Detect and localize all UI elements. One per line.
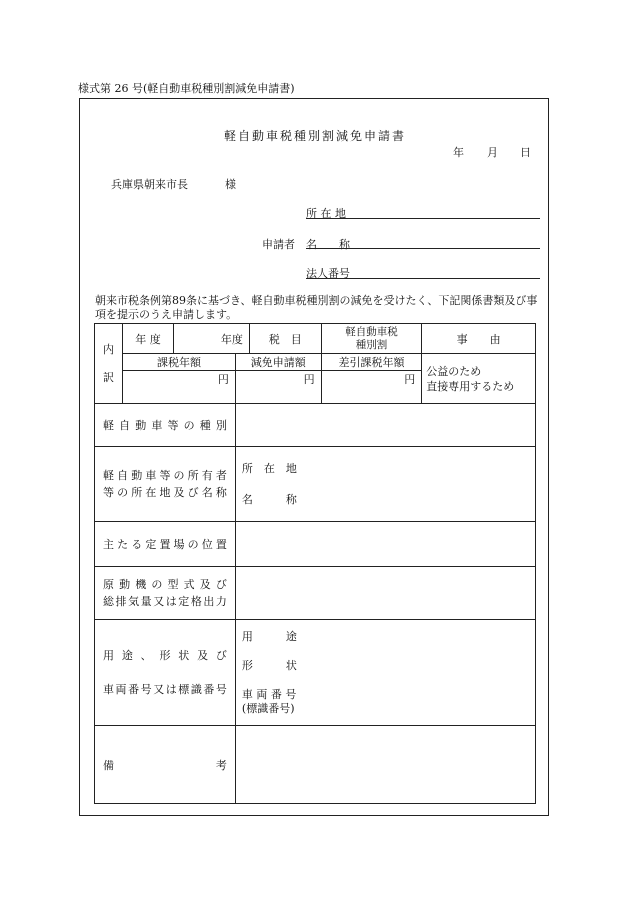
breakdown-label-bottom: 訳 <box>102 370 114 384</box>
label-char: 車 <box>145 469 157 482</box>
usage-field[interactable] <box>235 620 535 726</box>
usage-field-label: 用 途 <box>241 629 297 643</box>
applicant-name-label: 名 称 <box>306 238 350 251</box>
owner-address-label: 所 在 地 <box>241 462 297 475</box>
label-char: 等 <box>167 419 179 432</box>
label-char: 両 <box>115 683 127 696</box>
label-char: 総 <box>103 595 114 608</box>
addressee: 兵庫県朝来市長 <box>111 178 188 191</box>
label-char: 途 <box>121 649 133 662</box>
label-char: 定 <box>178 595 190 608</box>
year-suffix: 年度 <box>220 332 243 346</box>
usage-label-line2 <box>95 681 235 698</box>
label-char: 置 <box>215 538 227 551</box>
label-char: る <box>131 538 143 551</box>
label-char: 名 <box>201 486 213 499</box>
label-char: 者 <box>215 469 227 482</box>
label-char: 番 <box>128 683 140 696</box>
label-char: 格 <box>190 595 202 608</box>
label-char: 標 <box>178 683 190 696</box>
label-char: 主 <box>103 538 114 551</box>
plate-field-label: 車 両 番 号 <box>241 687 297 701</box>
vehicle-type-text <box>95 417 235 433</box>
label-char: 号 <box>140 683 152 696</box>
label-char: 在 <box>145 486 157 499</box>
intro-text: 朝来市税条例第89条に基づき、軽自動車税種別割の減免を受けたく、下記関係書類及び事項を提示のうえ申請します。 <box>95 294 538 321</box>
reduction-amount-field[interactable] <box>235 371 321 404</box>
label-char: 有 <box>201 469 213 482</box>
label-char: 形 <box>159 649 171 662</box>
fiscal-year-label: 年 度 <box>122 324 173 354</box>
label-char: 所 <box>187 469 199 482</box>
shape-field-label: 形 状 <box>241 658 297 672</box>
plate-field-sublabel: (標識番号) <box>241 701 295 715</box>
label-char: 又 <box>153 595 165 608</box>
applicant-address-line[interactable] <box>306 218 540 219</box>
tax-type: 軽自動車税 種別割 <box>321 324 422 354</box>
usage-label <box>95 620 236 726</box>
applicant-corp-number-line[interactable] <box>306 278 540 279</box>
yen-unit: 円 <box>404 373 416 386</box>
label-char: 等 <box>103 486 114 499</box>
tax-item-label: 税 目 <box>249 324 321 354</box>
owner-field[interactable] <box>235 447 535 522</box>
net-amount-field[interactable] <box>321 371 422 404</box>
applicant-corp-number-label: 法人番号 <box>306 267 350 280</box>
honorific: 様 <box>225 178 236 191</box>
reduction-amount-label: 減免申請額 <box>235 354 321 371</box>
owner-label-line2 <box>95 484 235 501</box>
label-char: は <box>165 595 177 608</box>
label-char: 位 <box>201 538 213 551</box>
form-title: 軽自動車税種別割減免申請書 <box>223 129 406 143</box>
label-char: た <box>117 538 129 551</box>
label-char: は <box>165 683 177 696</box>
label-char: 車 <box>151 419 163 432</box>
date-month: 月 <box>487 146 498 159</box>
label-char: 地 <box>159 486 171 499</box>
reason-value <box>422 354 536 404</box>
label-char: 及 <box>173 486 185 499</box>
label-char: 号 <box>215 683 227 696</box>
label-char: 別 <box>215 419 227 432</box>
label-char: 車 <box>103 683 114 696</box>
remarks-label-left: 備 <box>103 758 114 772</box>
engine-field[interactable] <box>235 567 535 620</box>
owner-label-line1 <box>95 467 235 484</box>
applicant-name-line[interactable] <box>306 248 540 249</box>
reason-value-line1: 公益のため <box>426 364 482 378</box>
label-char: 軽 <box>103 419 114 432</box>
label-char: 排 <box>115 595 127 608</box>
label-char: び <box>215 649 227 662</box>
label-char: 原 <box>103 578 114 591</box>
label-char: 軽 <box>103 469 114 482</box>
label-char: 定 <box>145 538 157 551</box>
label-char: 識 <box>190 683 202 696</box>
owner-name-label: 名 称 <box>241 493 297 506</box>
label-char: の <box>151 578 163 591</box>
label-char: 自 <box>117 469 129 482</box>
label-char: 動 <box>135 419 147 432</box>
remarks-label-right: 考 <box>215 758 227 772</box>
label-char: 動 <box>131 469 143 482</box>
taxed-amount-label: 課税年額 <box>122 354 235 371</box>
application-table <box>94 323 536 804</box>
breakdown-label-top: 内 <box>102 342 114 356</box>
label-char: 式 <box>183 578 195 591</box>
owner-label <box>95 447 236 522</box>
storage-label <box>95 522 236 567</box>
label-char: 出 <box>203 595 215 608</box>
label-char: の <box>183 419 195 432</box>
label-char: 等 <box>159 469 171 482</box>
net-amount-label: 差引課税年額 <box>321 354 422 371</box>
label-char: 用 <box>103 649 114 662</box>
vehicle-type-label <box>95 404 236 447</box>
engine-label-line1 <box>95 576 235 593</box>
label-char: 種 <box>199 419 211 432</box>
label-char: 自 <box>119 419 131 432</box>
yen-unit: 円 <box>217 373 229 386</box>
label-char: 力 <box>215 595 227 608</box>
label-char: 状 <box>178 649 190 662</box>
applicant-address-label: 所 在 地 <box>306 207 346 220</box>
taxed-amount-field[interactable] <box>122 371 235 404</box>
label-char: 及 <box>197 649 209 662</box>
label-char: の <box>187 538 199 551</box>
applicant-label: 申請者 <box>262 238 295 251</box>
label-char: 称 <box>215 486 227 499</box>
label-char: 動 <box>119 578 131 591</box>
label-char: 場 <box>173 538 185 551</box>
label-char: び <box>187 486 199 499</box>
remarks-field[interactable] <box>235 726 535 804</box>
usage-label-line1 <box>95 647 235 664</box>
reason-header: 事 由 <box>422 324 536 354</box>
label-char: 、 <box>140 649 152 662</box>
reason-value-line2: 直接専用するため <box>426 379 515 393</box>
yen-unit: 円 <box>303 373 315 386</box>
date-year: 年 <box>453 146 464 159</box>
label-char: 置 <box>159 538 171 551</box>
engine-label <box>95 567 236 620</box>
remarks-label <box>95 726 236 804</box>
label-char: び <box>215 578 227 591</box>
label-char: 型 <box>167 578 179 591</box>
label-char: 及 <box>199 578 211 591</box>
form-number: 様式第 26 号(軽自動車税種別割減免申請書) <box>78 82 295 95</box>
label-char: の <box>117 486 129 499</box>
fiscal-year-field[interactable] <box>173 324 249 354</box>
engine-label-line2 <box>95 593 235 610</box>
label-char: の <box>173 469 185 482</box>
label-char: 量 <box>140 595 152 608</box>
label-char: 番 <box>203 683 215 696</box>
label-char: 機 <box>135 578 147 591</box>
date-day: 日 <box>520 146 531 159</box>
storage-field[interactable] <box>235 522 535 567</box>
label-char: 又 <box>153 683 165 696</box>
vehicle-type-field[interactable] <box>235 404 535 447</box>
breakdown-label <box>95 324 123 404</box>
storage-text <box>95 536 235 552</box>
label-char: 所 <box>131 486 143 499</box>
label-char: 気 <box>128 595 140 608</box>
